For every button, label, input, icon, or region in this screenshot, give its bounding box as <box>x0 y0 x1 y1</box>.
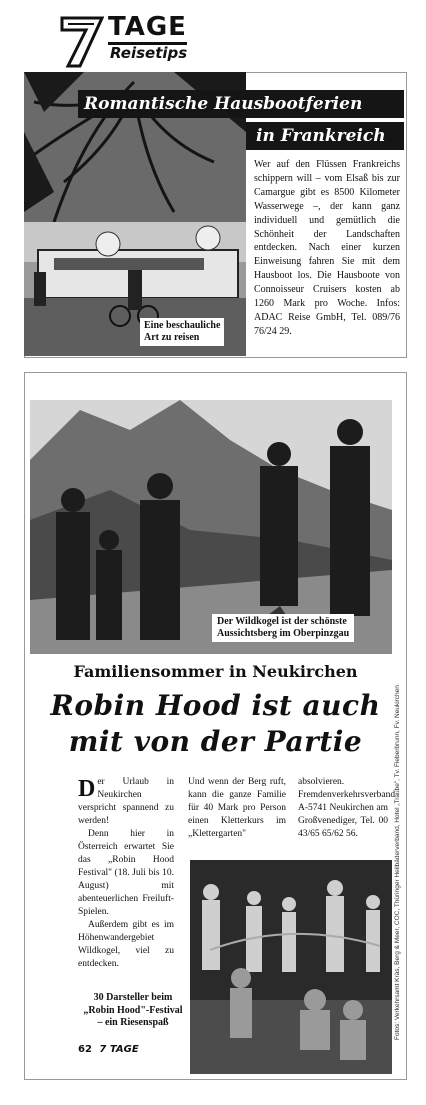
festival-photo <box>190 860 392 1074</box>
caption-line: Eine beschauliche <box>144 320 221 331</box>
hikers-photo-caption <box>212 614 354 642</box>
article-column-2 <box>188 776 286 841</box>
article-paragraph: Und wenn der Berg ruft, kann die ganze Familie für 40 Mark pro Person einen Kletterkurs im „Klettergarten" <box>188 777 286 839</box>
headline-line: mit von der Partie <box>68 725 363 758</box>
article-column-3 <box>298 776 396 841</box>
caption-line: Der Wildkogel ist der schönste <box>217 616 347 627</box>
houseboat-photo-caption <box>140 318 224 346</box>
houseboat-title-line1: Romantische Hausbootferien <box>78 90 404 118</box>
article-headline <box>24 688 407 760</box>
page-footer <box>78 1044 139 1055</box>
footer-brand: 7 TAGE <box>99 1044 139 1055</box>
headline-line: Robin Hood ist auch <box>50 689 381 722</box>
caption-line: Aussichtsberg im Oberpinzgau <box>217 628 350 639</box>
caption-line: 30 Darsteller beim <box>93 992 173 1003</box>
caption-line: – ein Riesenspaß <box>97 1017 169 1028</box>
houseboat-title-line2: in Frankreich <box>246 122 404 150</box>
masthead-subtitle: Reisetips <box>110 44 188 62</box>
photo-credits: Fotos: Verkehrsamt Kräs, Berg & Meer, COC, Thüringer Heilbäderverband, Hotel „Traube", Tv. Fieberbrunn, Fv. Neukirchen <box>394 685 401 1040</box>
article-kicker: Familiensommer in Neukirchen <box>73 662 358 681</box>
seven-logo-icon <box>58 14 104 70</box>
caption-line: „Robin Hood"-Festival <box>83 1004 183 1016</box>
article-paragraph: Der Urlaub in Neukirchen verspricht spannend zu werden! <box>78 776 174 826</box>
houseboat-article-text: Wer auf den Flüssen Frankreichs schippern will – vom Elsaß bis zur Camargue gibt es 8500 Kilometer Wasserwege –, der kann ganz individuell und gemütlich die Schönheit der Landschaften entdecken. Nach einer kurzen Einweisung fahren Sie mit dem Hausboot los. Die Hausboote von Connoisseur Cruisers kosten ab 1260 Mark pro Woche. Infos: ADAC Reise GmbH, Tel. 089/76 76/24 29. <box>254 159 400 337</box>
page-number: 62 <box>78 1044 92 1055</box>
caption-line: Art zu reisen <box>144 332 200 343</box>
article-paragraph: absolvieren. Fremdenverkehrsverband A-5741 Neukirchen am Großvenediger, Tel. 00 43/65 65/62 56. <box>298 777 396 839</box>
drop-cap: D <box>78 776 96 802</box>
article-paragraph: Denn hier in Österreich erwartet Sie das „Robin Hood Festival" (18. Juli bis 10. August) mit abenteuerlichen Freiluft-Spielen. <box>78 829 174 917</box>
festival-photo-caption <box>78 992 188 1030</box>
masthead-title: TAGE <box>108 12 187 45</box>
article-column-1 <box>78 776 174 971</box>
article-paragraph: Außerdem gibt es im Höhenwandergebiet Wildkogel, viel zu entdecken. <box>78 920 174 969</box>
